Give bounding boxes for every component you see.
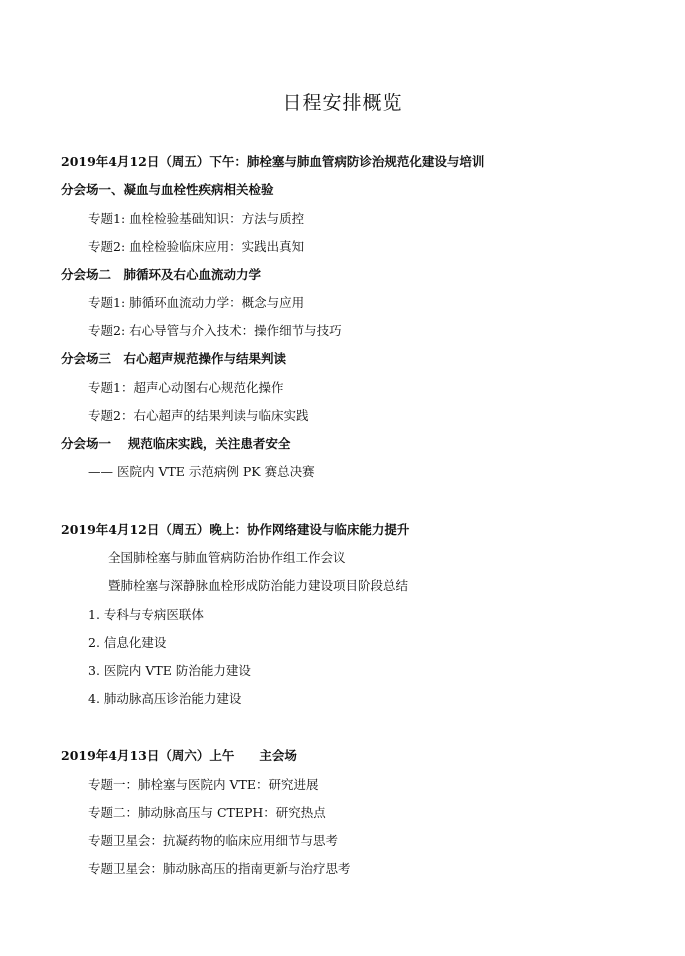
section3-topic-1: 专题一：肺栓塞与医院内 VTE：研究进展 (88, 777, 319, 792)
venue3-topic-1: 专题1：超声心动图右心规范化操作 (88, 380, 284, 395)
section2-heading: 2019年4月12日（周五）晚上：协作网络建设与临床能力提升 (61, 522, 410, 537)
venue1-topic-2: 专题2: 血栓检验临床应用：实践出真知 (88, 239, 305, 254)
venue4-label: 分会场一 规范临床实践，关注患者安全 (61, 436, 291, 451)
venue1-label: 分会场一、凝血与血栓性疾病相关检验 (61, 182, 274, 197)
venue2-label: 分会场二 肺循环及右心血流动力学 (61, 267, 262, 282)
meeting-line-1: 全国肺栓塞与肺血管病防治协作组工作会议 (108, 550, 346, 565)
venue3-topic-2: 专题2：右心超声的结果判读与临床实践 (88, 408, 309, 423)
meeting-line-2: 暨肺栓塞与深静脉血栓形成防治能力建设项目阶段总结 (108, 578, 409, 593)
section3-topic-3: 专题卫星会：抗凝药物的临床应用细节与思考 (88, 833, 339, 848)
section3-heading: 2019年4月13日（周六）上午 主会场 (61, 748, 297, 763)
section3-topic-4: 专题卫星会：肺动脉高压的指南更新与治疗思考 (88, 861, 351, 876)
list-item: 4. 肺动脉高压诊治能力建设 (88, 691, 242, 706)
list-item: 2. 信息化建设 (88, 635, 167, 650)
venue4-sub: —— 医院内 VTE 示范病例 PK 赛总决赛 (88, 464, 315, 479)
venue3-label: 分会场三 右心超声规范操作与结果判读 (61, 351, 287, 366)
venue2-topic-1: 专题1: 肺循环血流动力学：概念与应用 (88, 295, 305, 310)
venue2-topic-2: 专题2: 右心导管与介入技术：操作细节与技巧 (88, 323, 342, 338)
section3-topic-2: 专题二：肺动脉高压与 CTEPH：研究热点 (88, 805, 326, 820)
section1-heading: 2019年4月12日（周五）下午：肺栓塞与肺血管病防诊治规范化建设与培训 (61, 154, 485, 169)
list-item: 1. 专科与专病医联体 (88, 607, 204, 622)
page-title: 日程安排概览 (282, 92, 403, 114)
venue1-topic-1: 专题1: 血栓检验基础知识：方法与质控 (88, 211, 305, 226)
list-item: 3. 医院内 VTE 防治能力建设 (88, 663, 251, 678)
